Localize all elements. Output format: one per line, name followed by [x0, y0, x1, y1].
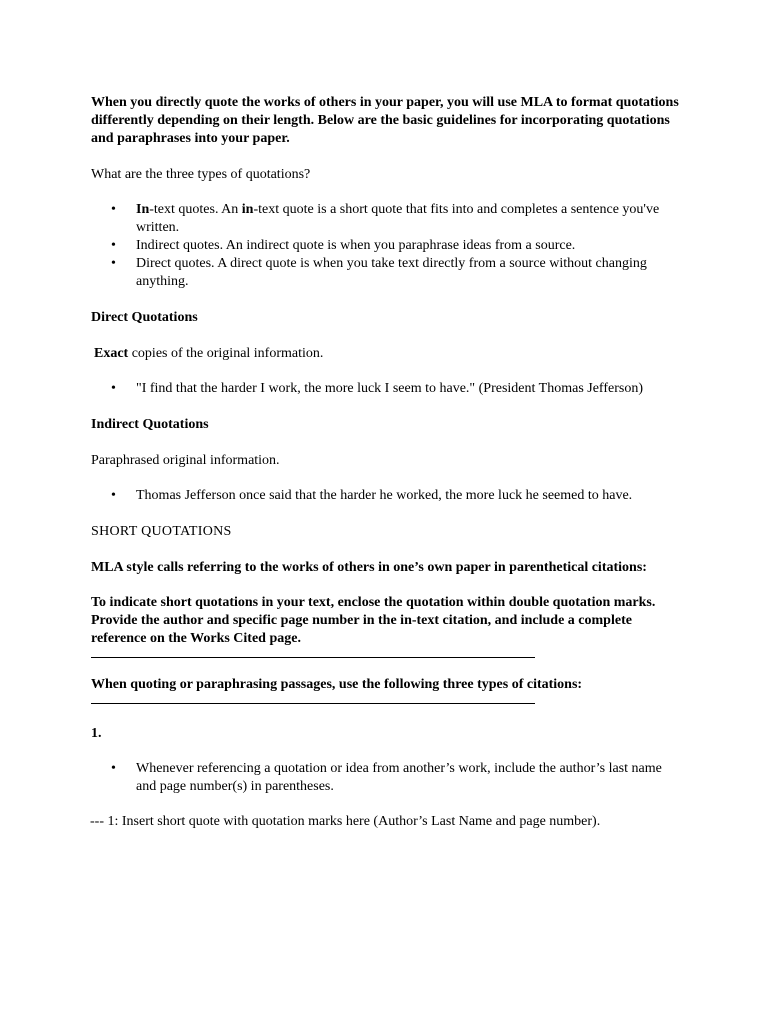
in-text-bold-1: In [136, 202, 150, 217]
types-question: What are the three types of quotations? [91, 167, 311, 182]
in-text-part-1: -text quotes. An [149, 202, 242, 217]
indirect-example-list [91, 487, 681, 505]
step-one-number: 1. [91, 726, 102, 741]
direct-definition-text: copies of the original information. [128, 346, 324, 361]
direct-definition-bold: Exact [94, 346, 129, 361]
mla-note: MLA style calls referring to the works of others in one’s own paper in parenthetical citations: [91, 560, 647, 575]
short-quotation-instruction: To indicate short quotations in your text, enclose the quotation within double quotation marks. Provide the author and specific page number in the in-text citation, and include a complete reference on the Works Cited page. [91, 595, 656, 646]
list-item-in-text [91, 201, 681, 237]
direct-quotations-heading: Direct Quotations [91, 310, 198, 325]
step-one-template: --- 1: Insert short quote with quotation marks here (Author’s Last Name and page number). [90, 814, 601, 829]
direct-example-list [91, 380, 681, 398]
divider-line [91, 703, 535, 704]
citations-prompt: When quoting or paraphrasing passages, use the following three types of citations: [91, 677, 583, 692]
short-quotations-heading: SHORT QUOTATIONS [91, 524, 232, 539]
list-item-direct: • Direct quotes. A direct quote is when you take text directly from a source without changing anything. [91, 255, 681, 291]
step-one-bullet: • Whenever referencing a quotation or idea from another’s work, include the author’s last name and page number(s) in parentheses. [91, 760, 681, 796]
indirect-quotations-heading: Indirect Quotations [91, 417, 209, 432]
in-text-part-2: -text quote is a short quote that fits into and completes a sentence you've written. [136, 202, 660, 235]
divider-line [91, 657, 535, 658]
intro-paragraph: When you directly quote the works of others in your paper, you will use MLA to format quotations differently depending on their length. Below are the basic guidelines for incorporating quotations and paraphrases into your paper. [91, 95, 679, 146]
document-body [91, 94, 681, 831]
indirect-definition: Paraphrased original information. [91, 453, 280, 468]
quotation-types-list [91, 201, 681, 291]
direct-definition [91, 345, 681, 363]
in-text-bold-2: in [241, 202, 254, 217]
indirect-example-item: • Thomas Jefferson once said that the harder he worked, the more luck he seemed to have. [91, 487, 681, 505]
direct-example-item: • "I find that the harder I work, the more luck I seem to have." (President Thomas Jefferson) [91, 380, 681, 398]
list-item-indirect: • Indirect quotes. An indirect quote is when you paraphrase ideas from a source. [91, 237, 681, 255]
step-one-list [91, 760, 681, 796]
